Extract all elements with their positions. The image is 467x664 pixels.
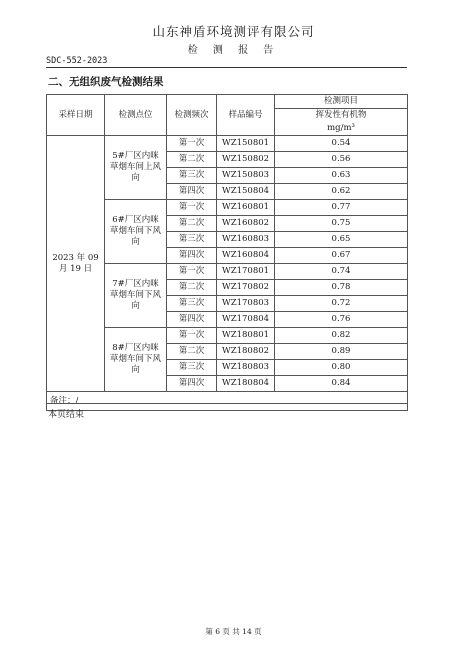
monitoring-point-cell: 5#厂区内咪草烟车间上风向: [105, 136, 167, 200]
voc-value-cell: 0.54: [275, 136, 408, 152]
frequency-cell: 第三次: [167, 296, 217, 312]
sample-no-cell: WZ180801: [217, 328, 275, 344]
sample-no-cell: WZ160802: [217, 216, 275, 232]
frequency-cell: 第三次: [167, 360, 217, 376]
frequency-cell: 第三次: [167, 168, 217, 184]
frequency-cell: 第二次: [167, 344, 217, 360]
sample-no-cell: WZ180804: [217, 376, 275, 392]
sample-no-cell: WZ150804: [217, 184, 275, 200]
frequency-cell: 第四次: [167, 376, 217, 392]
sample-no-cell: WZ160803: [217, 232, 275, 248]
voc-value-cell: 0.56: [275, 152, 408, 168]
sample-no-cell: WZ170804: [217, 312, 275, 328]
document-type: 检 测 报 告: [187, 45, 280, 56]
header-sample-no: 样品编号: [217, 95, 275, 136]
frequency-cell: 第二次: [167, 280, 217, 296]
sample-no-cell: WZ160804: [217, 248, 275, 264]
voc-value-cell: 0.76: [275, 312, 408, 328]
voc-value-cell: 0.84: [275, 376, 408, 392]
monitoring-point-cell: 6#厂区内咪草烟车间下风向: [105, 200, 167, 264]
frequency-cell: 第四次: [167, 312, 217, 328]
note-row: [47, 392, 408, 411]
voc-value-cell: 0.82: [275, 328, 408, 344]
header-item-group: 检测项目: [275, 95, 408, 109]
report-code: SDC-552-2023: [46, 56, 108, 66]
frequency-cell: 第一次: [167, 328, 217, 344]
page-end-text: 本页结束: [48, 410, 85, 420]
sample-no-cell: WZ160801: [217, 200, 275, 216]
voc-value-cell: 0.74: [275, 264, 408, 280]
sample-no-cell: WZ180803: [217, 360, 275, 376]
frequency-cell: 第四次: [167, 248, 217, 264]
voc-value-cell: 0.65: [275, 232, 408, 248]
header-point: 检测点位: [105, 95, 167, 136]
frequency-cell: 第二次: [167, 216, 217, 232]
header-divider: [46, 67, 407, 68]
header-item: 挥发性有机物: [275, 109, 408, 122]
sample-no-cell: WZ180802: [217, 344, 275, 360]
monitoring-point-cell: 8#厂区内咪草烟车间下风向: [105, 328, 167, 392]
monitoring-point-cell: 7#厂区内咪草烟车间下风向: [105, 264, 167, 328]
voc-value-cell: 0.72: [275, 296, 408, 312]
sample-no-cell: WZ170803: [217, 296, 275, 312]
voc-value-cell: 0.62: [275, 184, 408, 200]
company-name: 山东神盾环境测评有限公司: [152, 24, 315, 39]
voc-value-cell: 0.77: [275, 200, 408, 216]
frequency-cell: 第一次: [167, 200, 217, 216]
results-table: [46, 94, 408, 411]
table-bottom-divider: [46, 403, 407, 404]
voc-value-cell: 0.78: [275, 280, 408, 296]
sample-no-cell: WZ150801: [217, 136, 275, 152]
voc-value-cell: 0.63: [275, 168, 408, 184]
frequency-cell: 第三次: [167, 232, 217, 248]
voc-value-cell: 0.67: [275, 248, 408, 264]
table-row: [47, 136, 408, 152]
header-unit: mg/m³: [275, 122, 408, 135]
sample-no-cell: WZ170802: [217, 280, 275, 296]
frequency-cell: 第四次: [167, 184, 217, 200]
frequency-cell: 第一次: [167, 264, 217, 280]
sampling-date-cell: 2023 年 09 月 19 日: [47, 136, 105, 392]
header-date: 采样日期: [47, 95, 105, 136]
sample-no-cell: WZ150803: [217, 168, 275, 184]
sample-no-cell: WZ170801: [217, 264, 275, 280]
voc-value-cell: 0.75: [275, 216, 408, 232]
frequency-cell: 第二次: [167, 152, 217, 168]
page-footer: 第 6 页 共 14 页: [205, 627, 262, 636]
voc-value-cell: 0.89: [275, 344, 408, 360]
voc-value-cell: 0.80: [275, 360, 408, 376]
table-body: [47, 136, 408, 411]
section-title: 二、无组织废气检测结果: [48, 76, 164, 88]
sample-no-cell: WZ150802: [217, 152, 275, 168]
note-cell: 备注：/: [47, 392, 408, 411]
header-frequency: 检测频次: [167, 95, 217, 136]
frequency-cell: 第一次: [167, 136, 217, 152]
